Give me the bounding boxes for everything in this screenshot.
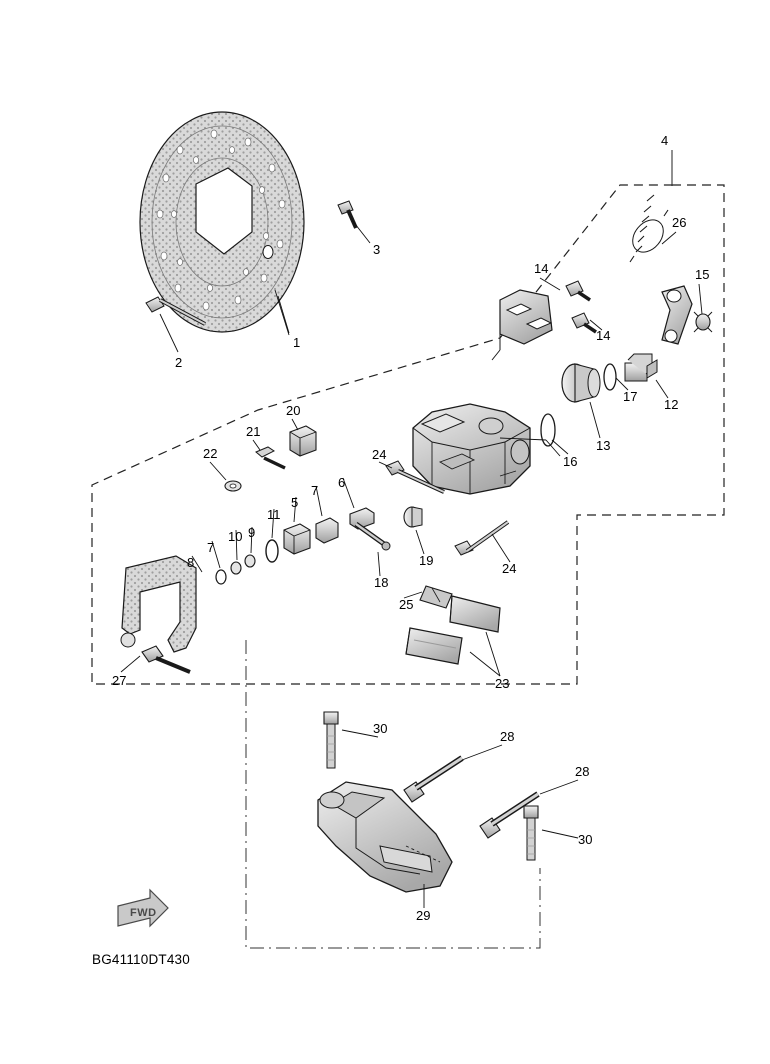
callout-14: 14 [534,261,549,276]
callout-1: 1 [293,335,301,350]
diagram-part-code: BG41110DT430 [92,952,190,967]
callout-24: 24 [372,447,387,462]
callout-5: 5 [291,495,299,510]
callout-6: 6 [338,475,346,490]
callout-20: 20 [286,403,301,418]
callout-15: 15 [695,267,710,282]
callout-24b: 24 [502,561,517,576]
callout-12: 12 [664,397,679,412]
callout-8: 8 [187,555,195,570]
callout-14b: 14 [596,328,611,343]
callout-27: 27 [112,673,127,688]
callout-10: 10 [228,529,243,544]
callout-16: 16 [563,454,578,469]
callout-28: 28 [500,729,515,744]
callout-4: 4 [661,133,669,148]
callout-11: 11 [267,507,281,522]
callout-13: 13 [596,438,611,453]
fwd-direction-label: FWD [130,907,157,919]
callout-28b: 28 [575,764,590,779]
callout-7: 7 [311,483,319,498]
callout-19: 19 [419,553,434,568]
callout-18: 18 [374,575,389,590]
callout-7b: 7 [207,540,215,555]
callout-9: 9 [248,525,256,540]
callout-26: 26 [672,215,687,230]
callout-29: 29 [416,908,431,923]
callout-3: 3 [373,242,381,257]
callout-17: 17 [623,389,638,404]
callout-30b: 30 [578,832,593,847]
callout-30: 30 [373,721,388,736]
callout-23: 23 [495,676,510,691]
callout-21: 21 [246,424,261,439]
callout-25: 25 [399,597,414,612]
callout-22: 22 [203,446,218,461]
callout-2: 2 [175,355,183,370]
